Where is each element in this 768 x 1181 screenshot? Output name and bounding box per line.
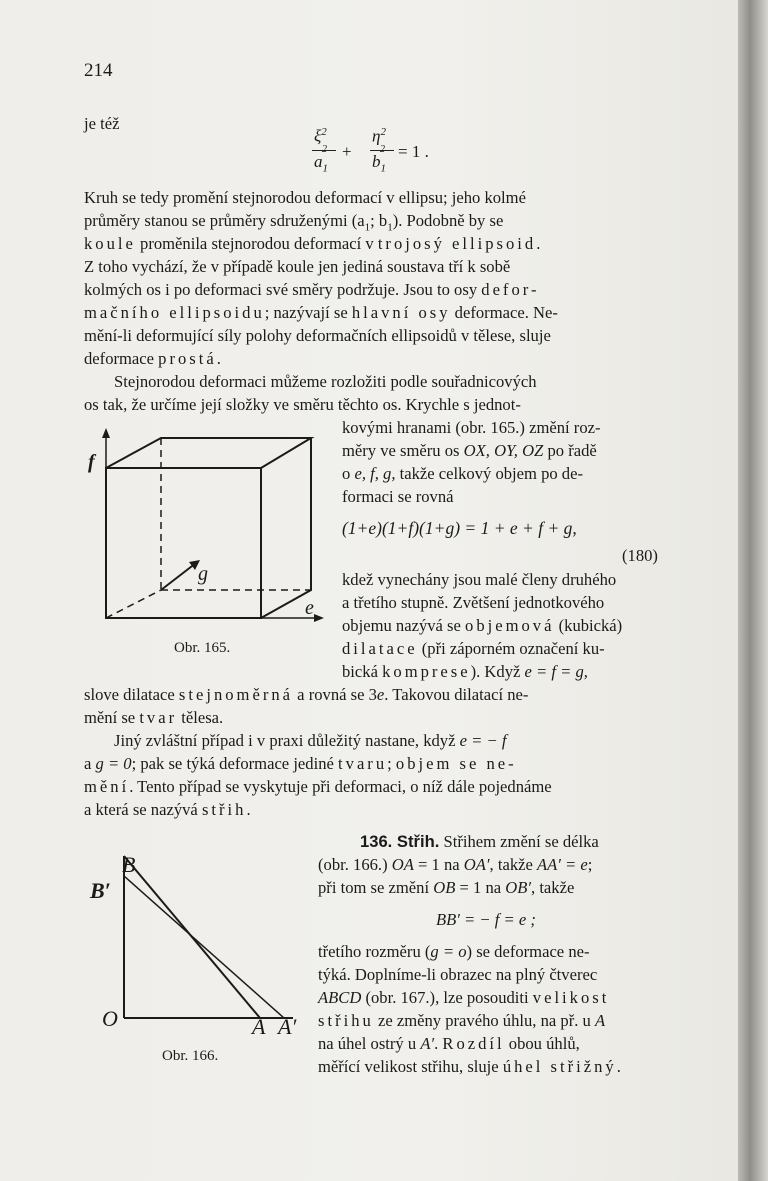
- text-line: střihu ze změny pravého úhlu, na př. u A: [318, 1011, 606, 1030]
- text-line: na úhel ostrý u A′. Rozdíl obou úhlů,: [318, 1034, 580, 1053]
- text-line: kdež vynechány jsou malé členy druhého: [342, 570, 617, 589]
- text-line: a která se nazývá střih.: [84, 800, 254, 819]
- page-gutter: [738, 0, 768, 1181]
- text-line: Stejnorodou deformaci můžeme rozložiti podle souřadnicových: [114, 372, 537, 391]
- label-O: O: [102, 1006, 118, 1031]
- text-line: je též: [84, 114, 120, 133]
- text-line: objemu nazývá se objemová (kubická): [342, 616, 623, 635]
- f-arrowhead: [102, 428, 110, 438]
- text-line: koule proměnila stejnorodou deformací v trojosý ellipsoid.: [84, 234, 544, 253]
- text-line: mění se tvar tělesa.: [84, 708, 224, 727]
- text-line: deformace prostá.: [84, 349, 224, 368]
- text-line: Jiný zvláštní případ i v praxi důležitý nastane, když e = − f: [114, 731, 507, 750]
- text-line: kovými hranami (obr. 165.) změní roz-: [342, 418, 601, 437]
- text-line: Kruh se tedy promění stejnorodou deformací v ellipsu; jeho kolmé: [84, 188, 526, 207]
- equation-bb: BB′ = − f = e ;: [436, 910, 536, 929]
- text-line: a g = 0; pak se týká deformace jediné tvaru; objem se ne-: [84, 754, 517, 773]
- text-line: při tom se změní OB = 1 na OB′, takže: [318, 878, 575, 897]
- figure-166-caption: Obr. 166.: [162, 1048, 219, 1064]
- text-line: mění. Tento případ se vyskytuje při deformaci, o níž dále pojednáme: [84, 777, 552, 796]
- page-number: 214: [84, 60, 113, 81]
- label-e: e: [305, 597, 314, 619]
- text-line: bická komprese). Když e = f = g,: [342, 662, 588, 681]
- label-A-prime: A′: [278, 1014, 297, 1038]
- label-B-prime: B′: [90, 878, 111, 903]
- section-heading: 136. Střih. Střihem změní se délka: [360, 832, 599, 851]
- cube-front-face: [106, 468, 261, 618]
- e-arrowhead: [314, 614, 324, 622]
- figure-166-shear: [88, 848, 308, 1038]
- text-line: mění-li deformující síly polohy deformačních ellipsoidů v tělese, sluje: [84, 326, 551, 345]
- text-line: dilatace (při záporném označení ku-: [342, 639, 605, 658]
- text-line: slove dilatace stejnoměrná a rovná se 3e. Takovou dilatací ne-: [84, 685, 529, 704]
- text-line: (obr. 166.) OA = 1 na OA′, takže AA′ = e;: [318, 855, 593, 874]
- text-line: Z toho vychází, že v případě koule jen jediná soustava tří k sobě: [84, 257, 511, 276]
- text-line: os tak, že určíme její složky ve směru těchto os. Krychle s jednot-: [84, 395, 521, 414]
- text-line: formaci se rovná: [342, 487, 454, 506]
- text-line: měry ve směru os OX, OY, OZ po řadě: [342, 441, 597, 460]
- label-g: g: [198, 563, 208, 585]
- figure-165-caption: Obr. 165.: [174, 640, 231, 656]
- line-BpAp: [124, 876, 284, 1018]
- text-line: kolmých os i po deformaci své směry podržuje. Jsou to osy defor-: [84, 280, 540, 299]
- figure-165-cube: [86, 428, 326, 668]
- g-axis: [161, 563, 196, 590]
- cube-right-face: [261, 438, 311, 618]
- equation-number: (180): [622, 546, 658, 565]
- text-line: ABCD (obr. 167.), lze posouditi velikost: [318, 988, 610, 1007]
- text-line: týká. Doplníme-li obrazec na plný čtverec: [318, 965, 598, 984]
- cube-top-face: [106, 438, 311, 468]
- label-A: A: [252, 1014, 266, 1038]
- text-line: třetího rozměru (g = o) se deformace ne-: [318, 942, 590, 961]
- text-line: průměry stanou se průměry sdruženými ($a_1$; $b_1$). Podobně by se: [84, 211, 504, 234]
- label-B: B: [122, 852, 136, 877]
- text-line: a třetího stupně. Zvětšení jednotkového: [342, 593, 605, 612]
- hidden-edge: [106, 590, 161, 618]
- label-f: f: [88, 451, 95, 473]
- text-line: mačního ellipsoidu; nazývají se hlavní osy deformace. Ne-: [84, 303, 558, 322]
- equation-180: (1+e)(1+f)(1+g) = 1 + e + f + g,: [342, 518, 577, 538]
- text-line: měřící velikost střihu, sluje úhel střižný.: [318, 1057, 621, 1076]
- text-line: o e, f, g, takže celkový objem po de-: [342, 464, 583, 483]
